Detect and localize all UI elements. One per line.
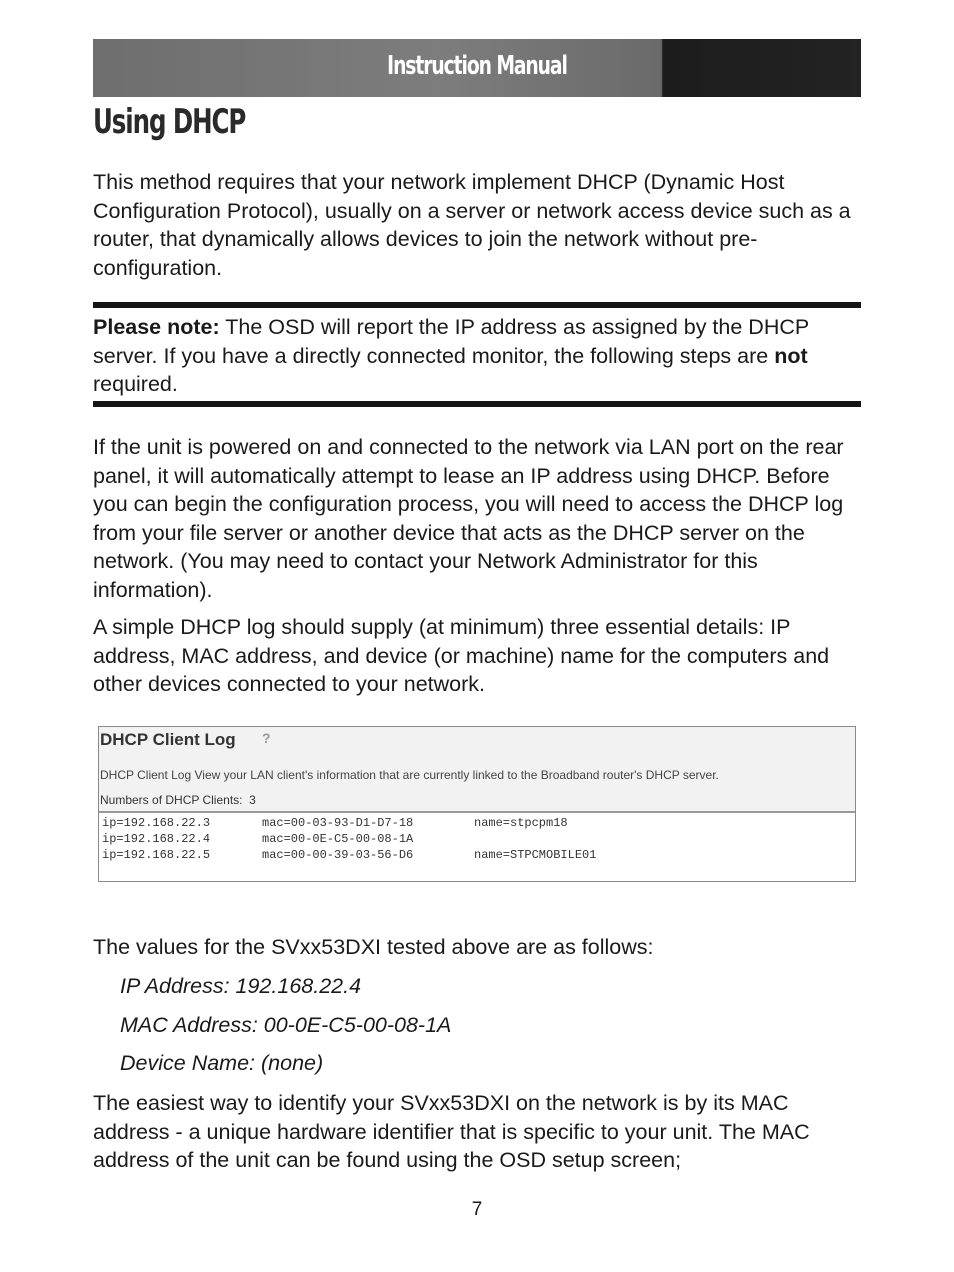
note-paragraph	[93, 313, 863, 399]
intro-paragraph: This method requires that your network implement DHCP (Dynamic Host Configuration Protocol), usually on a server or network access device such as a router, that dynamically allows devices to join the network without pre-configuration.	[93, 170, 851, 280]
log-ip: ip=192.168.22.5	[102, 848, 211, 862]
note-bottom-rule	[93, 401, 861, 407]
log-row	[99, 831, 855, 847]
header-bar	[93, 39, 861, 97]
note-text-after: required.	[93, 372, 178, 396]
page-number: 7	[471, 1199, 483, 1220]
dhcp-log-paragraph: A simple DHCP log should supply (at minimum) three essential details: IP address, MAC address, and device (or machine) name for the computers and other devices connected to your network.	[93, 615, 830, 696]
section-title: Using DHCP	[93, 102, 246, 142]
dhcp-log-title: DHCP Client Log	[100, 730, 236, 749]
log-row	[99, 815, 855, 831]
log-ip: ip=192.168.22.3	[102, 816, 211, 830]
dhcp-client-count-value: 3	[249, 793, 256, 807]
log-mac: mac=00-03-93-D1-D7-18	[262, 816, 414, 830]
log-ip: ip=192.168.22.4	[102, 832, 211, 846]
header-title: Instruction Manual	[387, 51, 567, 81]
dhcp-log-textarea[interactable]	[99, 811, 855, 881]
note-top-rule	[93, 302, 861, 308]
dhcp-client-log-screenshot	[98, 726, 856, 882]
value-ip-address: IP Address: 192.168.22.4	[120, 974, 362, 998]
value-device-name: Device Name: (none)	[120, 1051, 324, 1075]
log-mac: mac=00-0E-C5-00-08-1A	[262, 832, 414, 846]
dhcp-log-description: DHCP Client Log View your LAN client's information that are currently linked to the Broadband router's DHCP server.	[100, 768, 719, 782]
log-name: name=STPCMOBILE01	[474, 848, 597, 862]
note-emphasis: not	[774, 343, 808, 368]
note-text-before: The OSD will report the IP address as assigned by the DHCP server. If you have a directly connected monitor, the following steps are	[93, 315, 809, 368]
lan-paragraph: If the unit is powered on and connected to the network via LAN port on the rear panel, it will automatically attempt to lease an IP address using DHCP. Before you can begin the configuration process, you will need to access the DHCP log from your file server or another device that acts as the DHCP server on the network. (You may need to contact your Network Administrator for this information).	[93, 435, 844, 602]
value-mac-address: MAC Address: 00-0E-C5-00-08-1A	[120, 1013, 452, 1037]
dhcp-client-count-label: Numbers of DHCP Clients:	[100, 793, 243, 807]
dhcp-client-count	[100, 793, 256, 807]
mac-paragraph: The easiest way to identify your SVxx53DXI on the network is by its MAC address - a unique hardware identifier that is specific to your unit. The MAC address of the unit can be found using the OSD setup screen;	[93, 1091, 810, 1172]
values-intro: The values for the SVxx53DXI tested above are as follows:	[93, 935, 654, 959]
note-label: Please note:	[93, 315, 220, 339]
log-row	[99, 847, 855, 863]
help-icon[interactable]: ?	[262, 730, 271, 746]
log-mac: mac=00-00-39-03-56-D6	[262, 848, 414, 862]
log-name: name=stpcpm18	[474, 816, 568, 830]
